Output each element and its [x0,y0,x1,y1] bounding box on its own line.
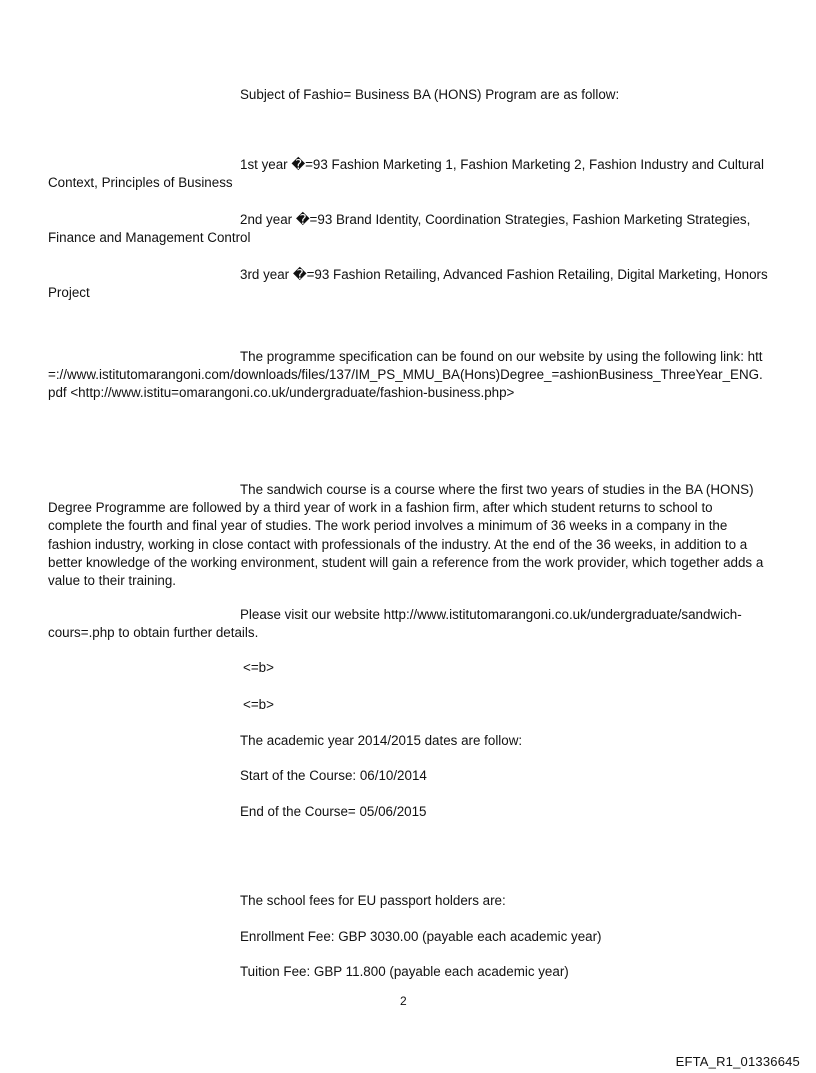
visit-website-text: Please visit our website http://www.istitutomarangoni.co.uk/undergraduate/sandwich-cours=.php to obtain further details. [48,607,742,641]
year-3-subjects: 3rd year �=93 Fashion Retailing, Advanced Fashion Retailing, Digital Marketing, Honors Project [48,267,768,301]
course-end-date: End of the Course= 05/06/2015 [240,804,427,819]
year-1-subjects: 1st year �=93 Fashion Marketing 1, Fashion Marketing 2, Fashion Industry and Cultural Context, Principles of Business [48,157,764,191]
document-id: EFTA_R1_01336645 [675,1054,800,1069]
b-tag-artifact-1: <=b> [243,660,274,675]
course-start-date: Start of the Course: 06/10/2014 [240,768,427,783]
b-tag-artifact-2: <=b> [243,697,274,712]
tuition-fee: Tuition Fee: GBP 11.800 (payable each academic year) [240,964,569,979]
sandwich-course-description: The sandwich course is a course where the first two years of studies in the BA (HONS) Degree Programme are followed by a third year of work in a fashion firm, after which student returns to school to complete the fourth and final year of studies. The work period involves a minimum of 36 weeks in a company in the fashion industry, working in close contact with professionals of the industry. At the end of the 36 weeks, in addition to a better knowledge of the working environment, student will gain a reference from the work provider, which together adds a value to their training. [48,482,764,589]
programme-specification: The programme specification can be found on our website by using the following link: htt=://www.istitutomarangoni.com/downloads/files/137/IM_PS_MMU_BA(Hons)Degree_=ashionBusiness_ThreeYear_ENG.pdf <http://www.istitu=omarangoni.co.uk/undergraduate/fashion-business.php> [48,349,763,401]
subject-heading: Subject of Fashio= Business BA (HONS) Program are as follow: [240,87,620,102]
fees-heading: The school fees for EU passport holders are: [240,893,506,908]
year-2-subjects: 2nd year �=93 Brand Identity, Coordination Strategies, Fashion Marketing Strategies, Finance and Management Control [48,212,751,246]
enrollment-fee: Enrollment Fee: GBP 3030.00 (payable each academic year) [240,929,602,944]
page-number: 2 [400,994,407,1008]
academic-year-heading: The academic year 2014/2015 dates are follow: [240,733,523,748]
